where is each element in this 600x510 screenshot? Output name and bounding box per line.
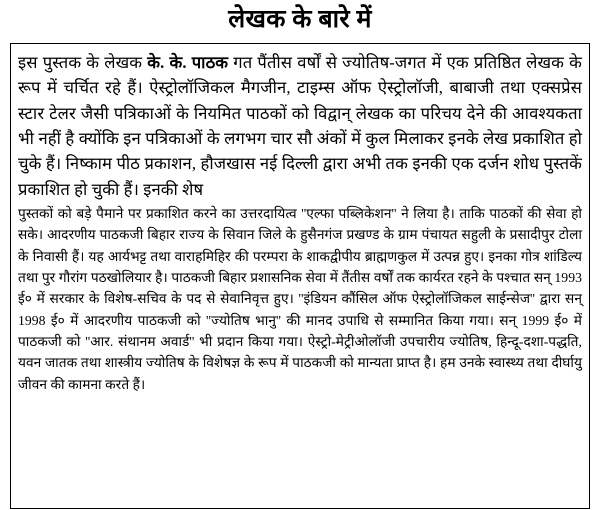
text-run: पुस्तकों को बड़े पैमाने पर प्रकाशित करने का उत्तरदायित्व ''एल्फा पब्लिकेशन'' ने लिया है। ताकि पाठकों की सेवा हो सके। आदरणीय पाठकजी बिहार राज्य के सिवान जिले के हुसैनगंज प्रखण्ड के ग्राम पंचायत सहुली के प्रसादीपुर टोला के निवासी हैं। यह आर्यभट्ट तथा वाराहमिहिर की परम्परा के शाकद्वीपीय ब्राह्मणकुल में उत्पन्न हुए। इनका गोत्र शांडिल्य तथा पुर गौरांग पठखोलियार है। पाठकजी बिहार प्रशासनिक सेवा में तैंतीस वर्षों तक कार्यरत रहने के पश्चात सन् 1993 ई० में सरकार के विशेष-सचिव के पद से सेवानिवृत्त हुए। ''इंडियन कौंसिल ऑफ ऐस्ट्रोलॉजिकल साईन्सेज'' द्वारा सन् 1998 ई० में आदरणीय पाठकजी को ''ज्योतिष भानु'' की मानद उपाधि से सम्मानित किया गया। सन् 1999 ई० में पाठकजी को ''आर. संथानम अवार्ड'' भी प्रदान किया गया। ऐस्ट्रो-मेट्रीओलॉजी उपचारीय ज्योतिष, हिन्दू-दशा-पद्धति, यवन जातक तथा शास्त्रीय ज्योतिष के विशेषज्ञ के रूप में पाठकजी को मान्यता प्राप्त है। हम उनके स्वास्थ्य तथा दीर्घायु जीवन की कामना करते हैं।: [18, 206, 582, 392]
paragraph-intro: [18, 50, 582, 202]
author-name: के. के. पाठक: [147, 52, 229, 72]
text-run: गत पैंतीस वर्षों से ज्योतिष-जगत में एक प्रतिष्ठित लेखक के रूप में चर्चित रहे हैं। ऐस्ट्रोलॉजिकल मैगजीन, टाइम्स ऑफ ऐस्ट्रोलॉजी, बाबाजी तथा एक्सप्रेस स्टार टेलर जैसी पत्रिकाओं के नियमित पाठकों को विद्वान् लेखक का परिचय देने की आवश्यकता भी नहीं है क्योंकि इन पत्रिकाओं के लगभग चार सौ अंकों में कुल मिलाकर इनके लेख प्रकाशित हो चुके हैं। निष्काम पीठ प्रकाशन, हौजखास नई दिल्ली द्वारा अभी तक इनकी एक दर्जन शोध पुस्तकें प्रकाशित हो चुकी हैं। इनकी शेष: [18, 52, 582, 199]
paragraph-bio: [18, 203, 582, 395]
page-title: लेखक के बारे में: [228, 6, 372, 33]
text-body-box: [10, 43, 590, 509]
text-run: इस पुस्तक के लेखक: [18, 52, 148, 72]
